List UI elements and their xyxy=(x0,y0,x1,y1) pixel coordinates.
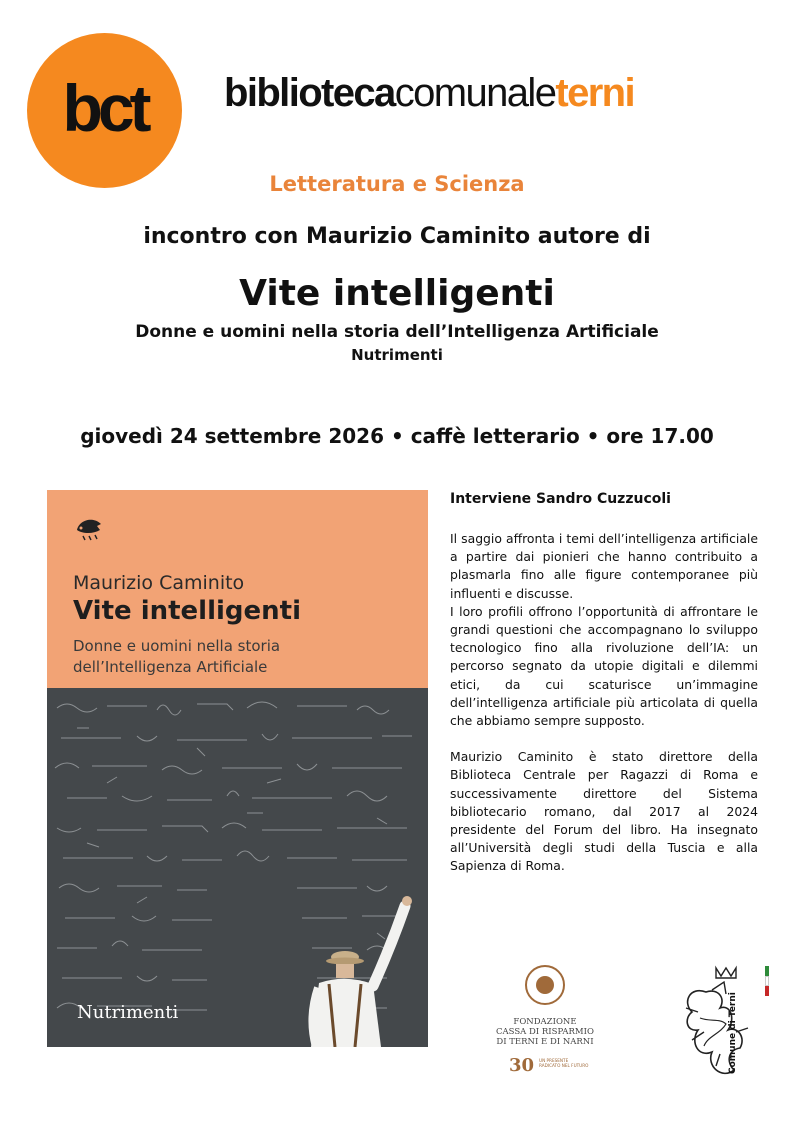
cover-author: Maurizio Caminito xyxy=(73,572,245,594)
cover-publisher: Nutrimenti xyxy=(77,1002,179,1023)
foundation-anniversary-tagline: UN PRESENTE RADICATO NEL FUTURO xyxy=(539,1058,589,1068)
foundation-seal-icon xyxy=(525,965,565,1005)
chalkboard-illustration xyxy=(47,688,428,1047)
book-publisher: Nutrimenti xyxy=(351,346,443,364)
italian-flag-icon xyxy=(765,966,769,996)
foundation-name-line-3: DI TERNI E DI NARNI xyxy=(496,1037,594,1047)
library-wordmark xyxy=(224,73,634,113)
book-subtitle: Donne e uomini nella storia dell’Intelligenza Artificiale xyxy=(135,322,659,342)
comune-label: Comune di Terni xyxy=(728,992,738,1074)
book-cover-image xyxy=(47,490,428,1047)
description-paragraph-1: Il saggio affronta i temi dell’intelligenza artificiale a partire dai pionieri che hanno contribuito a plasmarla fino alle figure contemporanee più influenti e discusse. xyxy=(450,531,758,601)
wordmark-biblioteca: biblioteca xyxy=(224,71,395,115)
event-series: Letteratura e Scienza xyxy=(269,172,525,196)
wordmark-terni: terni xyxy=(555,71,635,115)
foundation-anniversary: 30 xyxy=(509,1055,535,1076)
bct-logo-text: bct xyxy=(62,71,147,145)
speaker-line: Interviene Sandro Cuzzucoli xyxy=(450,491,671,507)
cover-top-panel xyxy=(47,490,428,688)
bct-logo xyxy=(27,33,182,188)
cover-title: Vite intelligenti xyxy=(73,596,302,626)
description xyxy=(450,530,758,876)
foundation-name-line-1: FONDAZIONE xyxy=(513,1017,577,1027)
comune-terni-logo xyxy=(676,962,776,1087)
book-title: Vite intelligenti xyxy=(239,273,555,314)
description-paragraph-2: I loro profili offrono l’opportunità di affrontare le grandi questioni che accompagnano lo sviluppo tecnologico fino alla rivoluzione dell’IA: un percorso segnato da utopie digitali e dilemmi etici, da cui scaturisce un’immagine dell’intelligenza artificiale più articolata di quella che abbiamo sempre supposto. xyxy=(450,603,758,729)
event-details xyxy=(450,490,758,876)
author-bio-paragraph: Maurizio Caminito è stato direttore della Biblioteca Centrale per Ragazzi di Roma e successivamente direttore del Sistema bibliotecario romano, dal 2017 al 2024 presidente del Forum del libro. Ha insegnato all’Università degli studi della Tuscia e alla Sapienza di Roma. xyxy=(450,749,758,874)
hedgehog-logo-icon xyxy=(73,512,105,542)
cover-subtitle: Donne e uomini nella storia dell’Intelligenza Artificiale xyxy=(73,637,281,676)
event-intro: incontro con Maurizio Caminito autore di xyxy=(143,224,651,249)
wordmark-comunale: comunale xyxy=(394,71,556,115)
dragon-crest-icon xyxy=(676,962,756,1087)
event-date-place-time: giovedì 24 settembre 2026 • caffè letterario • ore 17.00 xyxy=(80,424,714,448)
foundation-name-line-2: CASSA DI RISPARMIO xyxy=(496,1027,594,1037)
foundation-logo xyxy=(495,965,595,1080)
foundation-name xyxy=(495,1017,595,1047)
